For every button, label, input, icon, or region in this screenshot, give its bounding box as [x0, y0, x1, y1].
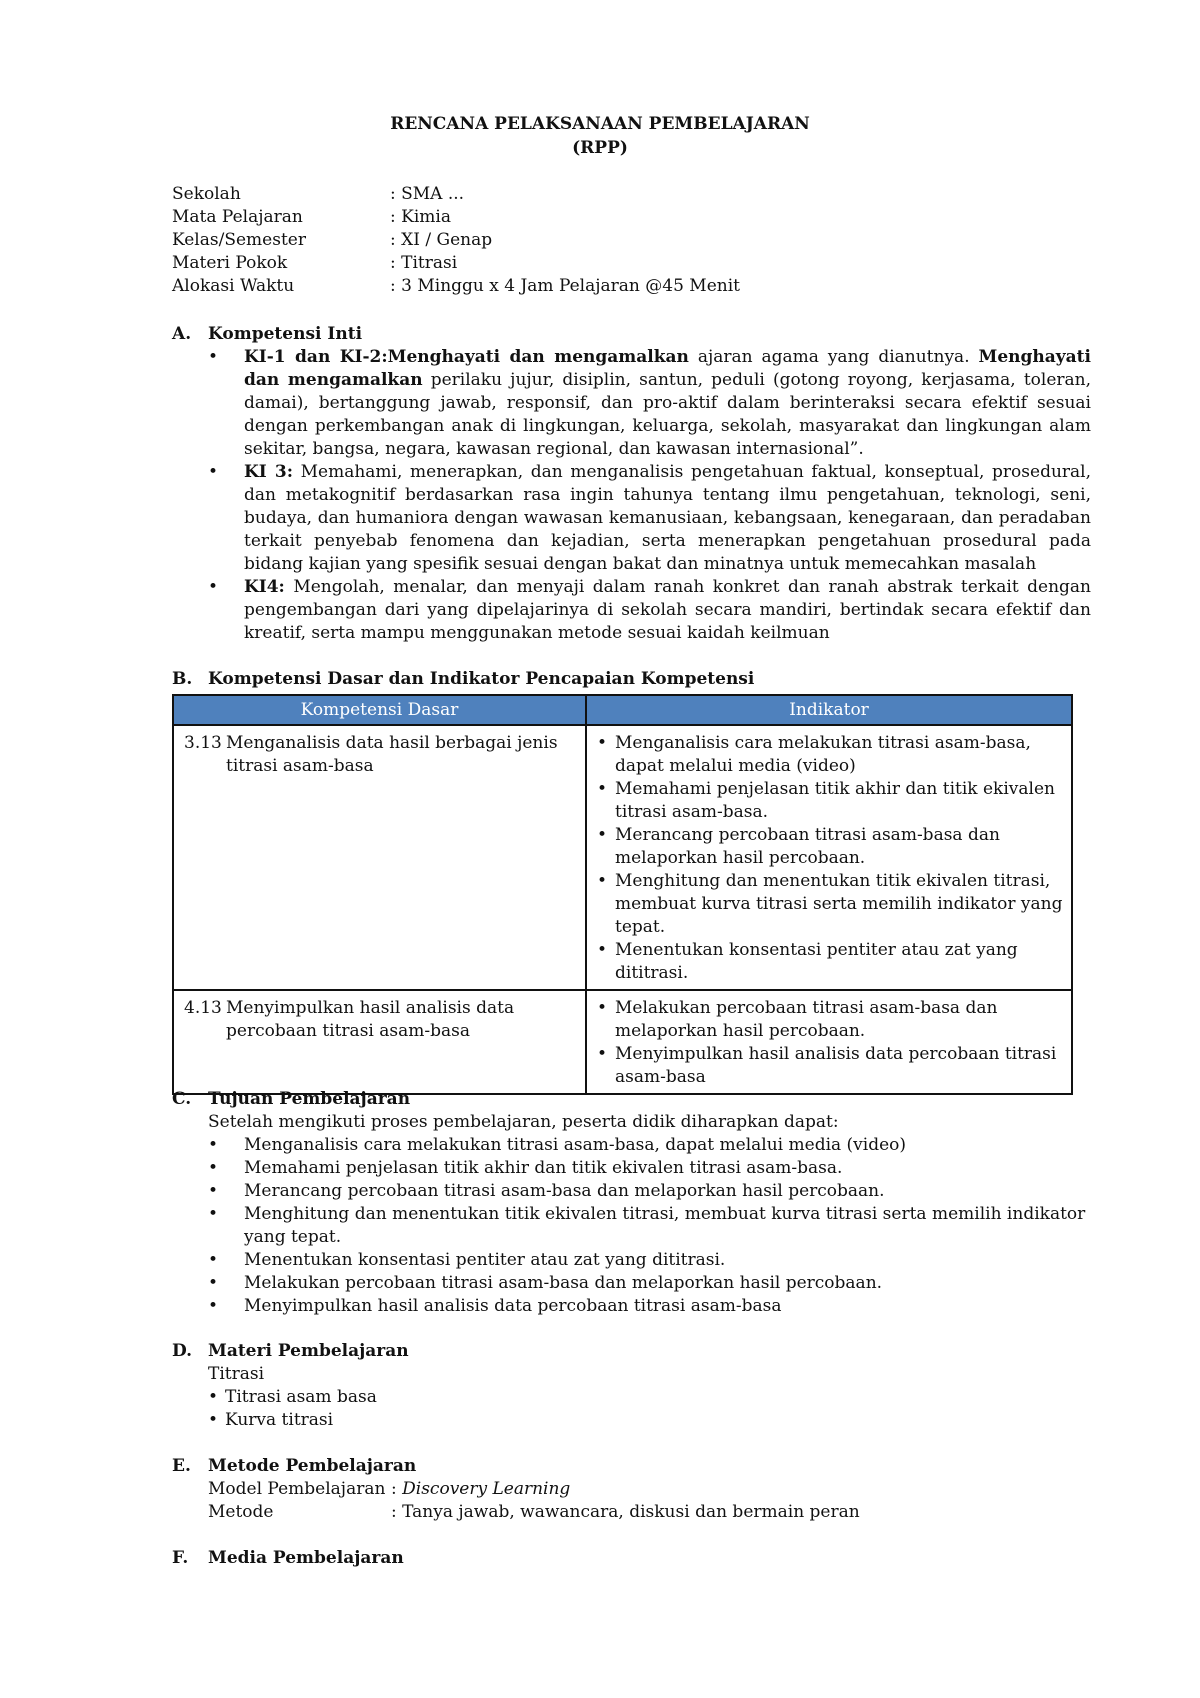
section-f-heading — [172, 1547, 404, 1570]
list-item — [208, 1409, 377, 1432]
list-item — [208, 461, 1091, 576]
ki-label: KI4: — [244, 577, 285, 597]
list-item — [208, 346, 1091, 461]
indicator-cell — [586, 990, 1072, 1094]
materials-list — [208, 1386, 377, 1432]
method-label: Metode — [208, 1502, 274, 1522]
identity-block — [172, 183, 740, 298]
kompetensi-inti-list — [208, 346, 1091, 645]
list-item — [597, 778, 1063, 824]
identity-label: Mata Pelajaran — [172, 207, 303, 227]
method-value: Discovery Learning — [402, 1479, 571, 1499]
kd-indicator-table — [172, 694, 1073, 1095]
identity-value: : Kimia — [390, 207, 451, 227]
learning-objectives-list — [208, 1134, 1091, 1318]
section-a-heading — [172, 323, 362, 346]
kd-number: 3.13 — [184, 733, 222, 753]
list-item — [597, 870, 1063, 939]
identity-row — [172, 275, 740, 298]
ki-text: ajaran agama yang dianutnya. — [688, 347, 979, 367]
section-title: Metode Pembelajaran — [208, 1456, 417, 1476]
indicator-text: Memahami penjelasan titik akhir dan titik ekivalen titrasi asam-basa. — [615, 779, 1055, 822]
bullet-icon: • — [208, 577, 219, 597]
method-block — [208, 1478, 860, 1524]
bullet-icon: • — [208, 1273, 219, 1293]
bullet-icon: • — [597, 733, 608, 753]
list-item — [597, 997, 1063, 1043]
objective-text: Menghitung dan menentukan titik ekivalen titrasi, membuat kurva titrasi serta memilih indikator yang tepat. — [244, 1204, 1086, 1247]
bullet-icon: • — [208, 1296, 219, 1316]
bullet-icon: • — [208, 1158, 219, 1178]
identity-label: Materi Pokok — [172, 253, 288, 273]
section-letter: B. — [172, 669, 193, 689]
material-text: Kurva titrasi — [225, 1410, 334, 1430]
list-item — [597, 824, 1063, 870]
objective-text: Melakukan percobaan titrasi asam-basa dan melaporkan hasil percobaan. — [244, 1273, 883, 1293]
ki-label: KI 3: — [244, 462, 293, 482]
ki-label: KI-1 dan KI-2:Menghayati dan mengamalkan — [244, 347, 689, 367]
bullet-icon: • — [208, 1410, 219, 1430]
document-title: RENCANA PELAKSANAAN PEMBELAJARAN — [390, 114, 810, 134]
method-value: : Tanya jawab, wawancara, diskusi dan bermain peran — [391, 1502, 860, 1522]
identity-row — [172, 206, 740, 229]
bullet-icon: • — [208, 347, 219, 367]
bullet-icon: • — [597, 1044, 608, 1064]
list-item — [597, 1043, 1063, 1089]
indicator-text: Merancang percobaan titrasi asam-basa dan melaporkan hasil percobaan. — [615, 825, 1000, 868]
identity-label: Kelas/Semester — [172, 230, 306, 250]
section-b-heading — [172, 668, 754, 691]
objective-text: Merancang percobaan titrasi asam-basa dan melaporkan hasil percobaan. — [244, 1181, 885, 1201]
table-header-row — [173, 695, 1072, 725]
kd-text: Menyimpulkan hasil analisis data percobaan titrasi asam-basa — [226, 998, 515, 1041]
identity-value: : XI / Genap — [390, 230, 493, 250]
list-item — [208, 1180, 1091, 1203]
bullet-icon: • — [208, 1181, 219, 1201]
bullet-icon: • — [597, 779, 608, 799]
ki-text: perilaku jujur, disiplin, santun, peduli (gotong royong, kerjasama, toleran, damai), bertanggung jawab, responsif, dan pro-aktif dalam berinteraksi secara efektif sesuai dengan perkembangan anak di lingkungan, keluarga, sekolah, masyarakat dan lingkungan alam sekitar, bangsa, negara, kawasan regional, dan kawasan internasional”. — [244, 370, 1091, 459]
identity-value: : SMA ... — [390, 184, 465, 204]
section-intro: Titrasi — [208, 1364, 265, 1384]
section-letter: E. — [172, 1456, 191, 1476]
objective-text: Menganalisis cara melakukan titrasi asam-basa, dapat melalui media (video) — [244, 1135, 907, 1155]
section-title: Materi Pembelajaran — [208, 1341, 409, 1361]
ki-emphasis: Menghayati dan mengamalkan — [244, 347, 1091, 390]
list-item — [208, 576, 1091, 645]
bullet-icon: • — [208, 462, 219, 482]
table-row — [173, 990, 1072, 1094]
section-letter: D. — [172, 1341, 193, 1361]
indicator-text: Menganalisis cara melakukan titrasi asam-basa, dapat melalui media (video) — [615, 733, 1031, 776]
indicator-text: Menghitung dan menentukan titik ekivalen titrasi, membuat kurva titrasi serta memilih indikator yang tepat. — [615, 871, 1063, 937]
identity-label: Sekolah — [172, 184, 241, 204]
section-title: Tujuan Pembelajaran — [208, 1089, 411, 1109]
column-header: Indikator — [586, 695, 1072, 725]
list-item — [208, 1249, 1091, 1272]
ki-text: Memahami, menerapkan, dan menganalisis pengetahuan faktual, konseptual, prosedural, dan metakognitif berdasarkan rasa ingin tahunya tentang ilmu pengetahuan, teknologi, seni, budaya, dan humaniora dengan wawasan kemanusiaan, kebangsaan, kenegaraan, dan peradaban terkait penyebab fenomena dan kejadian, serta menerapkan pengetahuan prosedural pada bidang kajian yang spesifik sesuai dengan bakat dan minatnya untuk memecahkan masalah — [244, 462, 1092, 574]
bullet-icon: • — [597, 998, 608, 1018]
ki-text: Mengolah, menalar, dan menyaji dalam ranah konkret dan ranah abstrak terkait dengan pengembangan dari yang dipelajarinya di sekolah secara mandiri, bertindak secara efektif dan kreatif, serta mampu menggunakan metode sesuai kaidah keilmuan — [244, 577, 1091, 643]
bullet-icon: • — [208, 1387, 219, 1407]
kd-cell — [173, 725, 586, 990]
indicator-cell — [586, 725, 1072, 990]
list-item — [208, 1295, 1091, 1318]
list-item — [208, 1386, 377, 1409]
objective-text: Menentukan konsentasi pentiter atau zat yang dititrasi. — [244, 1250, 726, 1270]
table-row — [173, 725, 1072, 990]
bullet-icon: • — [597, 825, 608, 845]
column-header: Kompetensi Dasar — [173, 695, 586, 725]
objective-text: Menyimpulkan hasil analisis data percobaan titrasi asam-basa — [244, 1296, 782, 1316]
kd-text: Menganalisis data hasil berbagai jenis titrasi asam-basa — [226, 733, 558, 776]
section-intro: Setelah mengikuti proses pembelajaran, peserta didik diharapkan dapat: — [208, 1112, 839, 1132]
material-text: Titrasi asam basa — [225, 1387, 377, 1407]
identity-value: : 3 Minggu x 4 Jam Pelajaran @45 Menit — [390, 276, 740, 296]
indicator-text: Menentukan konsentasi pentiter atau zat yang dititrasi. — [615, 940, 1018, 983]
list-item — [597, 939, 1063, 985]
list-item — [208, 1272, 1091, 1295]
bullet-icon: • — [597, 871, 608, 891]
list-item — [208, 1134, 1091, 1157]
indicator-text: Melakukan percobaan titrasi asam-basa dan melaporkan hasil percobaan. — [615, 998, 998, 1041]
list-item — [208, 1157, 1091, 1180]
section-title: Kompetensi Inti — [208, 324, 363, 344]
identity-row — [172, 229, 740, 252]
identity-row — [172, 183, 740, 206]
document-subtitle: (RPP) — [572, 138, 628, 158]
method-row — [208, 1501, 860, 1524]
identity-value: : Titrasi — [390, 253, 458, 273]
section-letter: C. — [172, 1089, 192, 1109]
list-item — [208, 1203, 1091, 1249]
kd-number: 4.13 — [184, 998, 222, 1018]
indicator-text: Menyimpulkan hasil analisis data percobaan titrasi asam-basa — [615, 1044, 1057, 1087]
bullet-icon: • — [208, 1204, 219, 1224]
method-colon: : — [391, 1479, 403, 1499]
method-label: Model Pembelajaran — [208, 1479, 386, 1499]
section-c-heading — [172, 1088, 410, 1111]
bullet-icon: • — [208, 1250, 219, 1270]
section-title: Kompetensi Dasar dan Indikator Pencapaian Kompetensi — [208, 669, 755, 689]
identity-label: Alokasi Waktu — [172, 276, 295, 296]
list-item — [597, 732, 1063, 778]
method-row — [208, 1478, 860, 1501]
objective-text: Memahami penjelasan titik akhir dan titik ekivalen titrasi asam-basa. — [244, 1158, 843, 1178]
section-letter: A. — [172, 324, 192, 344]
bullet-icon: • — [597, 940, 608, 960]
kd-cell — [173, 990, 586, 1094]
bullet-icon: • — [208, 1135, 219, 1155]
section-letter: F. — [172, 1548, 189, 1568]
identity-row — [172, 252, 740, 275]
section-title: Media Pembelajaran — [208, 1548, 404, 1568]
section-d-heading — [172, 1340, 409, 1363]
section-e-heading — [172, 1455, 416, 1478]
